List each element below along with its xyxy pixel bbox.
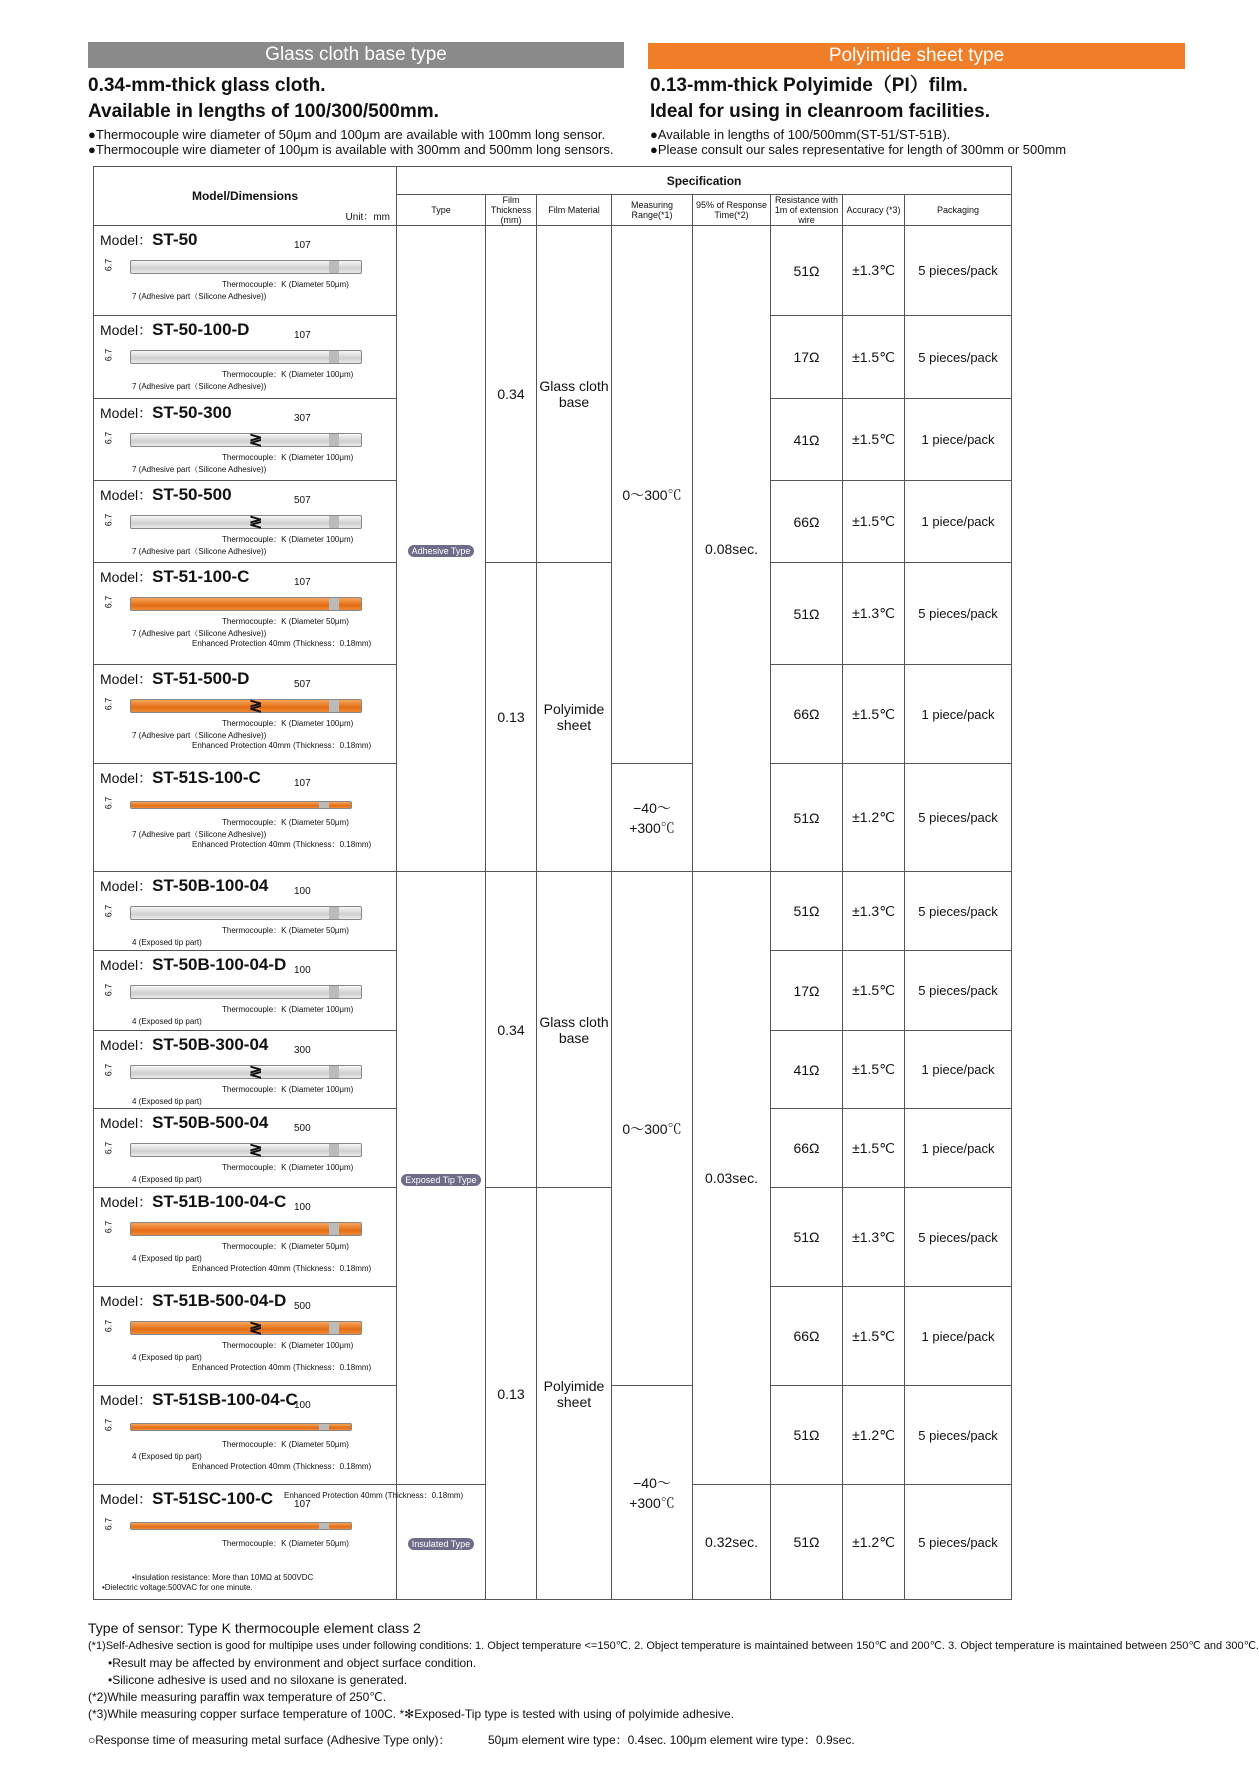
model-cell <box>94 1386 397 1485</box>
sensor-drawing <box>130 1321 362 1335</box>
packaging-cell: 1 piece/pack <box>905 481 1012 563</box>
model-cell <box>94 1031 397 1109</box>
thermocouple-caption: Thermocouple：K (Diameter 100μm) <box>222 1341 354 1350</box>
packaging-cell: 1 piece/pack <box>905 399 1012 481</box>
response-cell: 0.08sec. <box>693 226 771 872</box>
range-cell: −40～ +300℃ <box>612 764 693 872</box>
accuracy-cell: ±1.5℃ <box>843 399 905 481</box>
model-label: Model：ST-50B-100-04-D <box>100 955 287 974</box>
model-label: Model：ST-50-500 <box>100 485 232 504</box>
sensor-drawing <box>130 1423 352 1431</box>
thermocouple-caption: Thermocouple：K (Diameter 100μm) <box>222 719 354 728</box>
model-label: Model：ST-50B-500-04 <box>100 1113 269 1132</box>
footer-line-5: (*2)While measuring paraffin wax temperature of 250℃. <box>88 1690 387 1704</box>
protection-caption: Enhanced Protection 40mm (Thickness：0.18mm) <box>192 639 372 648</box>
col-film-material: Film Material <box>537 195 612 226</box>
model-dimensions-header: Model/Dimensions Unit：mm <box>94 167 397 226</box>
range-cell: −40～ +300℃ <box>612 1386 693 1600</box>
width-dimension: 6.7 <box>103 1220 114 1234</box>
model-label: Model：ST-51B-500-04-D <box>100 1291 287 1310</box>
packaging-cell: 5 pieces/pack <box>905 226 1012 316</box>
part-caption: 4 (Exposed tip part) <box>132 1017 202 1026</box>
width-dimension: 6.7 <box>103 1418 114 1432</box>
accuracy-cell: ±1.3℃ <box>843 872 905 951</box>
resistance-cell: 51Ω <box>771 1386 843 1485</box>
model-label: Model：ST-51B-100-04-C <box>100 1192 287 1211</box>
accuracy-cell: ±1.5℃ <box>843 665 905 764</box>
model-cell <box>94 665 397 764</box>
protection-caption: •Dielectric voltage:500VAC for one minute. <box>102 1583 253 1592</box>
model-label: Model：ST-50B-100-04 <box>100 876 269 895</box>
col-accuracy: Accuracy (*3) <box>843 195 905 226</box>
width-dimension: 6.7 <box>103 1517 114 1531</box>
resistance-cell: 66Ω <box>771 1287 843 1386</box>
accuracy-cell: ±1.3℃ <box>843 1188 905 1287</box>
model-label: Model：ST-51SB-100-04-C <box>100 1390 298 1409</box>
width-dimension: 6.7 <box>103 431 114 445</box>
col-type: Type <box>397 195 486 226</box>
packaging-cell: 5 pieces/pack <box>905 563 1012 665</box>
length-break-icon: ≷ <box>249 698 263 715</box>
packaging-cell: 1 piece/pack <box>905 1287 1012 1386</box>
protection-caption: Enhanced Protection 40mm (Thickness：0.18mm) <box>192 1363 372 1372</box>
length-dimension: 500 <box>294 1123 311 1134</box>
length-dimension: 107 <box>294 240 311 251</box>
sensor-drawing <box>130 801 352 809</box>
insulated-protection-caption: Enhanced Protection 40mm (Thickness：0.18mm) <box>284 1491 464 1500</box>
resistance-cell: 51Ω <box>771 872 843 951</box>
type-exposed: Exposed Tip Type <box>397 872 486 1485</box>
part-caption: 4 (Exposed tip part) <box>132 1097 202 1106</box>
width-dimension: 6.7 <box>103 258 114 272</box>
resistance-cell: 51Ω <box>771 1485 843 1600</box>
glass-title-2: Available in lengths of 100/300/500mm. <box>88 101 439 122</box>
length-dimension: 100 <box>294 1202 311 1213</box>
accuracy-cell: ±1.5℃ <box>843 1109 905 1188</box>
footer-line-3: •Result may be affected by environment and object surface condition. <box>108 1656 477 1670</box>
footer-line-2: (*1)Self-Adhesive section is good for multipipe uses under following conditions: 1. Object temperature <=150℃. 2. Object temperature is maintained between 150℃ and 200℃. 3. Object temperature is maintained between 250℃ and 300℃. <box>88 1640 1259 1652</box>
thickness-cell: 0.13 <box>486 563 537 872</box>
model-cell <box>94 951 397 1031</box>
model-label: Model：ST-51-500-D <box>100 669 250 688</box>
width-dimension: 6.7 <box>103 513 114 527</box>
col-film-thickness: Film Thickness (mm) <box>486 195 537 226</box>
thickness-cell: 0.34 <box>486 226 537 563</box>
thermocouple-caption: Thermocouple：K (Diameter 100μm) <box>222 1005 354 1014</box>
resistance-cell: 41Ω <box>771 399 843 481</box>
pi-title-1: 0.13-mm-thick Polyimide（PI）film. <box>650 75 968 96</box>
sensor-drawing <box>130 350 362 364</box>
length-dimension: 100 <box>294 886 311 897</box>
part-caption: 7 (Adhesive part（Silicone Adhesive)) <box>132 292 267 301</box>
protection-caption: Enhanced Protection 40mm (Thickness：0.18mm) <box>192 1264 372 1273</box>
packaging-cell: 1 piece/pack <box>905 665 1012 764</box>
part-caption: 7 (Adhesive part（Silicone Adhesive)) <box>132 731 267 740</box>
sensor-drawing <box>130 1222 362 1236</box>
model-cell <box>94 316 397 399</box>
pi-title-2: Ideal for using in cleanroom facilities. <box>650 101 990 122</box>
length-dimension: 300 <box>294 1045 311 1056</box>
length-dimension: 100 <box>294 965 311 976</box>
table-row <box>94 872 1012 951</box>
width-dimension: 6.7 <box>103 904 114 918</box>
part-caption: 7 (Adhesive part（Silicone Adhesive)) <box>132 547 267 556</box>
length-dimension: 107 <box>294 330 311 341</box>
packaging-cell: 1 piece/pack <box>905 1031 1012 1109</box>
glass-note-2: ●Thermocouple wire diameter of 100μm is available with 300mm and 500mm long sensors. <box>88 142 614 157</box>
part-caption: 7 (Adhesive part（Silicone Adhesive)) <box>132 382 267 391</box>
accuracy-cell: ±1.2℃ <box>843 764 905 872</box>
col-response-time: 95% of Response Time(*2) <box>693 195 771 226</box>
response-cell: 0.03sec. <box>693 872 771 1485</box>
footer-line-7: ○Response time of measuring metal surface (Adhesive Type only)： <box>88 1733 451 1747</box>
accuracy-cell: ±1.5℃ <box>843 316 905 399</box>
col-measuring-range: Measuring Range(*1) <box>612 195 693 226</box>
packaging-cell: 5 pieces/pack <box>905 1485 1012 1600</box>
table-row <box>94 1188 1012 1287</box>
width-dimension: 6.7 <box>103 1141 114 1155</box>
footer-line-7b: 50μm element wire type：0.4sec. 100μm element wire type：0.9sec. <box>488 1733 855 1747</box>
thermocouple-caption: Thermocouple：K (Diameter 100μm) <box>222 453 354 462</box>
model-label: Model：ST-51-100-C <box>100 567 250 586</box>
accuracy-cell: ±1.2℃ <box>843 1485 905 1600</box>
thickness-cell: 0.13 <box>486 1188 537 1600</box>
resistance-cell: 17Ω <box>771 316 843 399</box>
sensor-drawing <box>130 1065 362 1079</box>
material-cell: Glass cloth base <box>537 226 612 563</box>
packaging-cell: 5 pieces/pack <box>905 1386 1012 1485</box>
material-cell: Polyimide sheet <box>537 1188 612 1600</box>
packaging-cell: 1 piece/pack <box>905 1109 1012 1188</box>
col-resistance: Resistance with 1m of extension wire <box>771 195 843 226</box>
width-dimension: 6.7 <box>103 1319 114 1333</box>
accuracy-cell: ±1.5℃ <box>843 481 905 563</box>
resistance-cell: 41Ω <box>771 1031 843 1109</box>
material-cell: Glass cloth base <box>537 872 612 1188</box>
model-cell <box>94 764 397 872</box>
thermocouple-caption: Thermocouple：K (Diameter 100μm) <box>222 535 354 544</box>
packaging-cell: 5 pieces/pack <box>905 1188 1012 1287</box>
thermocouple-caption: Thermocouple：K (Diameter 50μm) <box>222 926 349 935</box>
width-dimension: 6.7 <box>103 595 114 609</box>
thermocouple-caption: Thermocouple：K (Diameter 50μm) <box>222 280 349 289</box>
model-label: Model：ST-50-100-D <box>100 320 250 339</box>
pi-note-2: ●Please consult our sales representative for length of 300mm or 500mm <box>650 142 1067 157</box>
resistance-cell: 51Ω <box>771 226 843 316</box>
range-cell: 0～300℃ <box>612 872 693 1386</box>
model-label: Model：ST-50B-300-04 <box>100 1035 269 1054</box>
part-caption: 4 (Exposed tip part) <box>132 1452 202 1461</box>
resistance-cell: 17Ω <box>771 951 843 1031</box>
col-packaging: Packaging <box>905 195 1012 226</box>
footer-line-4: •Silicone adhesive is used and no siloxane is generated. <box>108 1673 408 1687</box>
sensor-drawing <box>130 906 362 920</box>
model-cell <box>94 226 397 316</box>
length-dimension: 500 <box>294 1301 311 1312</box>
length-dimension: 307 <box>294 413 311 424</box>
thermocouple-caption: Thermocouple：K (Diameter 100μm) <box>222 370 354 379</box>
sensor-drawing <box>130 260 362 274</box>
resistance-cell: 51Ω <box>771 1188 843 1287</box>
part-caption: 4 (Exposed tip part) <box>132 1353 202 1362</box>
part-caption: 7 (Adhesive part（Silicone Adhesive)) <box>132 629 267 638</box>
footer-line-1: Type of sensor: Type K thermocouple element class 2 <box>88 1620 421 1636</box>
glass-note-1: ●Thermocouple wire diameter of 50μm and 100μm are available with 100mm long sensor. <box>88 127 606 142</box>
accuracy-cell: ±1.3℃ <box>843 226 905 316</box>
model-cell <box>94 872 397 951</box>
length-dimension: 507 <box>294 495 311 506</box>
length-dimension: 107 <box>294 1499 311 1510</box>
part-caption: 7 (Adhesive part（Silicone Adhesive)) <box>132 465 267 474</box>
packaging-cell: 5 pieces/pack <box>905 316 1012 399</box>
sensor-drawing <box>130 985 362 999</box>
part-caption: 7 (Adhesive part（Silicone Adhesive)) <box>132 830 267 839</box>
accuracy-cell: ±1.5℃ <box>843 1031 905 1109</box>
accuracy-cell: ±1.5℃ <box>843 951 905 1031</box>
part-caption: 4 (Exposed tip part) <box>132 938 202 947</box>
sensor-drawing <box>130 1522 352 1530</box>
protection-caption: Enhanced Protection 40mm (Thickness：0.18mm) <box>192 741 372 750</box>
type-adhesive: Adhesive Type <box>397 226 486 872</box>
model-label: Model：ST-50-300 <box>100 403 232 422</box>
part-caption: 4 (Exposed tip part) <box>132 1254 202 1263</box>
part-caption: 4 (Exposed tip part) <box>132 1175 202 1184</box>
type-insulated: Insulated Type <box>397 1485 486 1600</box>
length-dimension: 507 <box>294 679 311 690</box>
accuracy-cell: ±1.2℃ <box>843 1386 905 1485</box>
thermocouple-caption: Thermocouple：K (Diameter 50μm) <box>222 1539 349 1548</box>
resistance-cell: 66Ω <box>771 1109 843 1188</box>
thermocouple-caption: Thermocouple：K (Diameter 50μm) <box>222 617 349 626</box>
length-break-icon: ≷ <box>249 1064 263 1081</box>
specification-header: Specification <box>397 167 1012 195</box>
range-cell: 0～300℃ <box>612 226 693 764</box>
width-dimension: 6.7 <box>103 1063 114 1077</box>
model-cell <box>94 563 397 665</box>
length-break-icon: ≷ <box>249 1142 263 1159</box>
thickness-cell: 0.34 <box>486 872 537 1188</box>
response-cell: 0.32sec. <box>693 1485 771 1600</box>
resistance-cell: 51Ω <box>771 764 843 872</box>
length-break-icon: ≷ <box>249 514 263 531</box>
width-dimension: 6.7 <box>103 796 114 810</box>
model-cell <box>94 1287 397 1386</box>
polyimide-type-banner: Polyimide sheet type <box>648 43 1185 69</box>
packaging-cell: 5 pieces/pack <box>905 764 1012 872</box>
width-dimension: 6.7 <box>103 983 114 997</box>
length-break-icon: ≷ <box>249 1320 263 1337</box>
width-dimension: 6.7 <box>103 348 114 362</box>
length-break-icon: ≷ <box>249 432 263 449</box>
length-dimension: 107 <box>294 577 311 588</box>
sensor-drawing <box>130 1143 362 1157</box>
resistance-cell: 66Ω <box>771 665 843 764</box>
thermocouple-caption: Thermocouple：K (Diameter 50μm) <box>222 1242 349 1251</box>
model-label: Model：ST-50 <box>100 230 198 249</box>
material-cell: Polyimide sheet <box>537 563 612 872</box>
packaging-cell: 5 pieces/pack <box>905 872 1012 951</box>
protection-caption: Enhanced Protection 40mm (Thickness：0.18mm) <box>192 840 372 849</box>
thermocouple-caption: Thermocouple：K (Diameter 100μm) <box>222 1163 354 1172</box>
length-dimension: 107 <box>294 778 311 789</box>
unit-label: Unit：mm <box>345 212 390 223</box>
table-row <box>94 563 1012 665</box>
width-dimension: 6.7 <box>103 697 114 711</box>
length-dimension: 100 <box>294 1400 311 1411</box>
model-label: Model：ST-51S-100-C <box>100 768 261 787</box>
pi-note-1: ●Available in lengths of 100/500mm(ST-51/ST-51B). <box>650 127 951 142</box>
model-cell <box>94 1188 397 1287</box>
sensor-drawing <box>130 597 362 611</box>
packaging-cell: 5 pieces/pack <box>905 951 1012 1031</box>
footer-line-6: (*3)While measuring copper surface temperature of 100C. *✻Exposed-Tip type is tested with using of polyimide adhesive. <box>88 1707 734 1721</box>
accuracy-cell: ±1.5℃ <box>843 1287 905 1386</box>
protection-caption: Enhanced Protection 40mm (Thickness：0.18mm) <box>192 1462 372 1471</box>
sensor-drawing <box>130 699 362 713</box>
glass-type-banner: Glass cloth base type <box>88 42 624 68</box>
sensor-drawing <box>130 433 362 447</box>
model-cell <box>94 1109 397 1188</box>
spec-table <box>93 166 1012 1600</box>
accuracy-cell: ±1.3℃ <box>843 563 905 665</box>
table-row <box>94 226 1012 316</box>
thermocouple-caption: Thermocouple：K (Diameter 50μm) <box>222 1440 349 1449</box>
thermocouple-caption: Thermocouple：K (Diameter 100μm) <box>222 1085 354 1094</box>
thermocouple-caption: Thermocouple：K (Diameter 50μm) <box>222 818 349 827</box>
model-cell <box>94 481 397 563</box>
model-label: Model：ST-51SC-100-C <box>100 1489 274 1508</box>
resistance-cell: 66Ω <box>771 481 843 563</box>
resistance-cell: 51Ω <box>771 563 843 665</box>
model-cell <box>94 399 397 481</box>
part-caption: •Insulation resistance: More than 10MΩ at 500VDC <box>132 1573 314 1582</box>
sensor-drawing <box>130 515 362 529</box>
glass-title-1: 0.34-mm-thick glass cloth. <box>88 75 326 96</box>
